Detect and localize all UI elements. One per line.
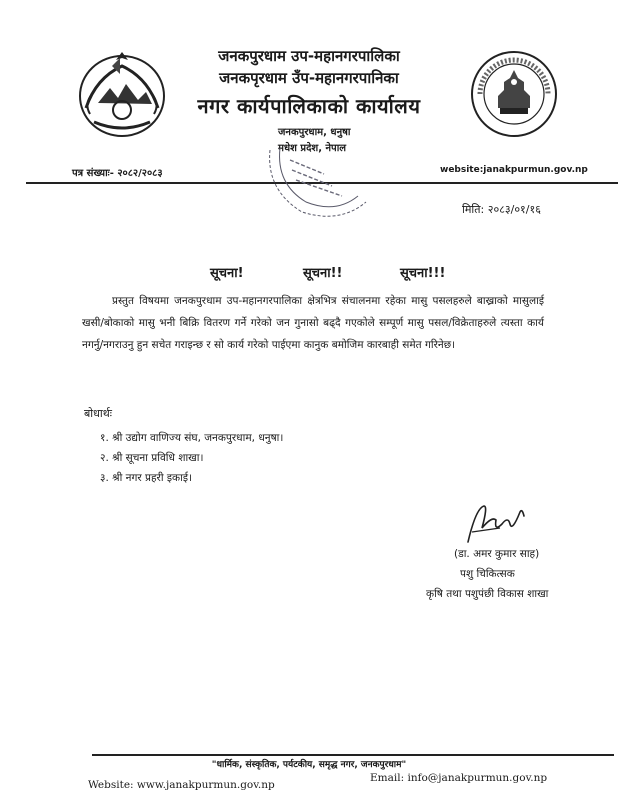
signatory-department: कृषि तथा पशुपंछी विकास शाखा — [426, 588, 549, 600]
office-stamp-icon — [262, 140, 372, 222]
footer-website: Website: www.janakpurmun.gov.np — [88, 779, 275, 791]
footer-email: Email: info@janakpurmun.gov.np — [370, 772, 548, 784]
reference-number: पत्र संख्याः- २०८२/२०८३ — [72, 168, 163, 179]
header-website: website:janakpurmun.gov.np — [440, 165, 588, 175]
office-name: नगर कार्यपालिकाको कार्यालय — [197, 94, 421, 118]
address-line1: जनकपुरधाम, धनुषा — [278, 127, 351, 138]
signatory-title: पशु चिकित्सक — [460, 568, 515, 580]
letter-date: मिति: २०८३/०१/१६ — [462, 203, 541, 216]
cc-item-1: १. श्री उद्योग वाणिज्य संघ, जनकपुरधाम, धनुषा। — [100, 432, 284, 444]
notice-headings — [0, 263, 618, 283]
org-name-line1: जनकपुरधाम उप-महानगरपालिका — [218, 47, 400, 65]
org-name-line2: जनकपृरधाम उँप-महानगरपानिका — [219, 69, 399, 87]
signatory-name: (डा. अमर कुमार साह) — [454, 548, 540, 560]
notice-heading-1: सूचना! — [210, 266, 244, 281]
notice-body: प्रस्तुत विषयमा जनकपुरधाम उप-महानगरपालिका क्षेत्रभित्र संचालनमा रहेका मासु पसलहरुले बाख्राको मासुलाई खसी/बोकाको मासु भनी बिक्रि वितरण गर्ने गरेको जन गुनासो बढ्दै गएकोले सम्पूर्ण मासु पसल/विक्रेताहरुले त्यस्ता कार्य नगर्नु/नगराउनु हुन सचेत गराइन्छ र सो कार्य गरेको पाईएमा कानुक बमोजिम कारबाही समेत गरिनेछ। — [82, 295, 544, 351]
notice-heading-2: सूचना!! — [303, 266, 343, 281]
cc-item-3: ३. श्री नगर प्रहरी इकाई। — [100, 472, 192, 484]
footer-divider — [92, 754, 614, 756]
footer-motto: "धार्मिक, संस्कृतिक, पर्यटकीय, समृद्ध नगर, जनकपुरधाम" — [211, 760, 407, 770]
cc-label: बोधार्थः — [84, 407, 112, 420]
handwritten-signature — [462, 498, 532, 550]
notice-heading-3: सूचना!!! — [400, 266, 446, 281]
cc-list — [100, 428, 283, 488]
address-line2: मधेश प्रदेश, नेपाल — [278, 143, 347, 154]
cc-item-2: २. श्री सूचना प्रविधि शाखा। — [100, 452, 204, 464]
